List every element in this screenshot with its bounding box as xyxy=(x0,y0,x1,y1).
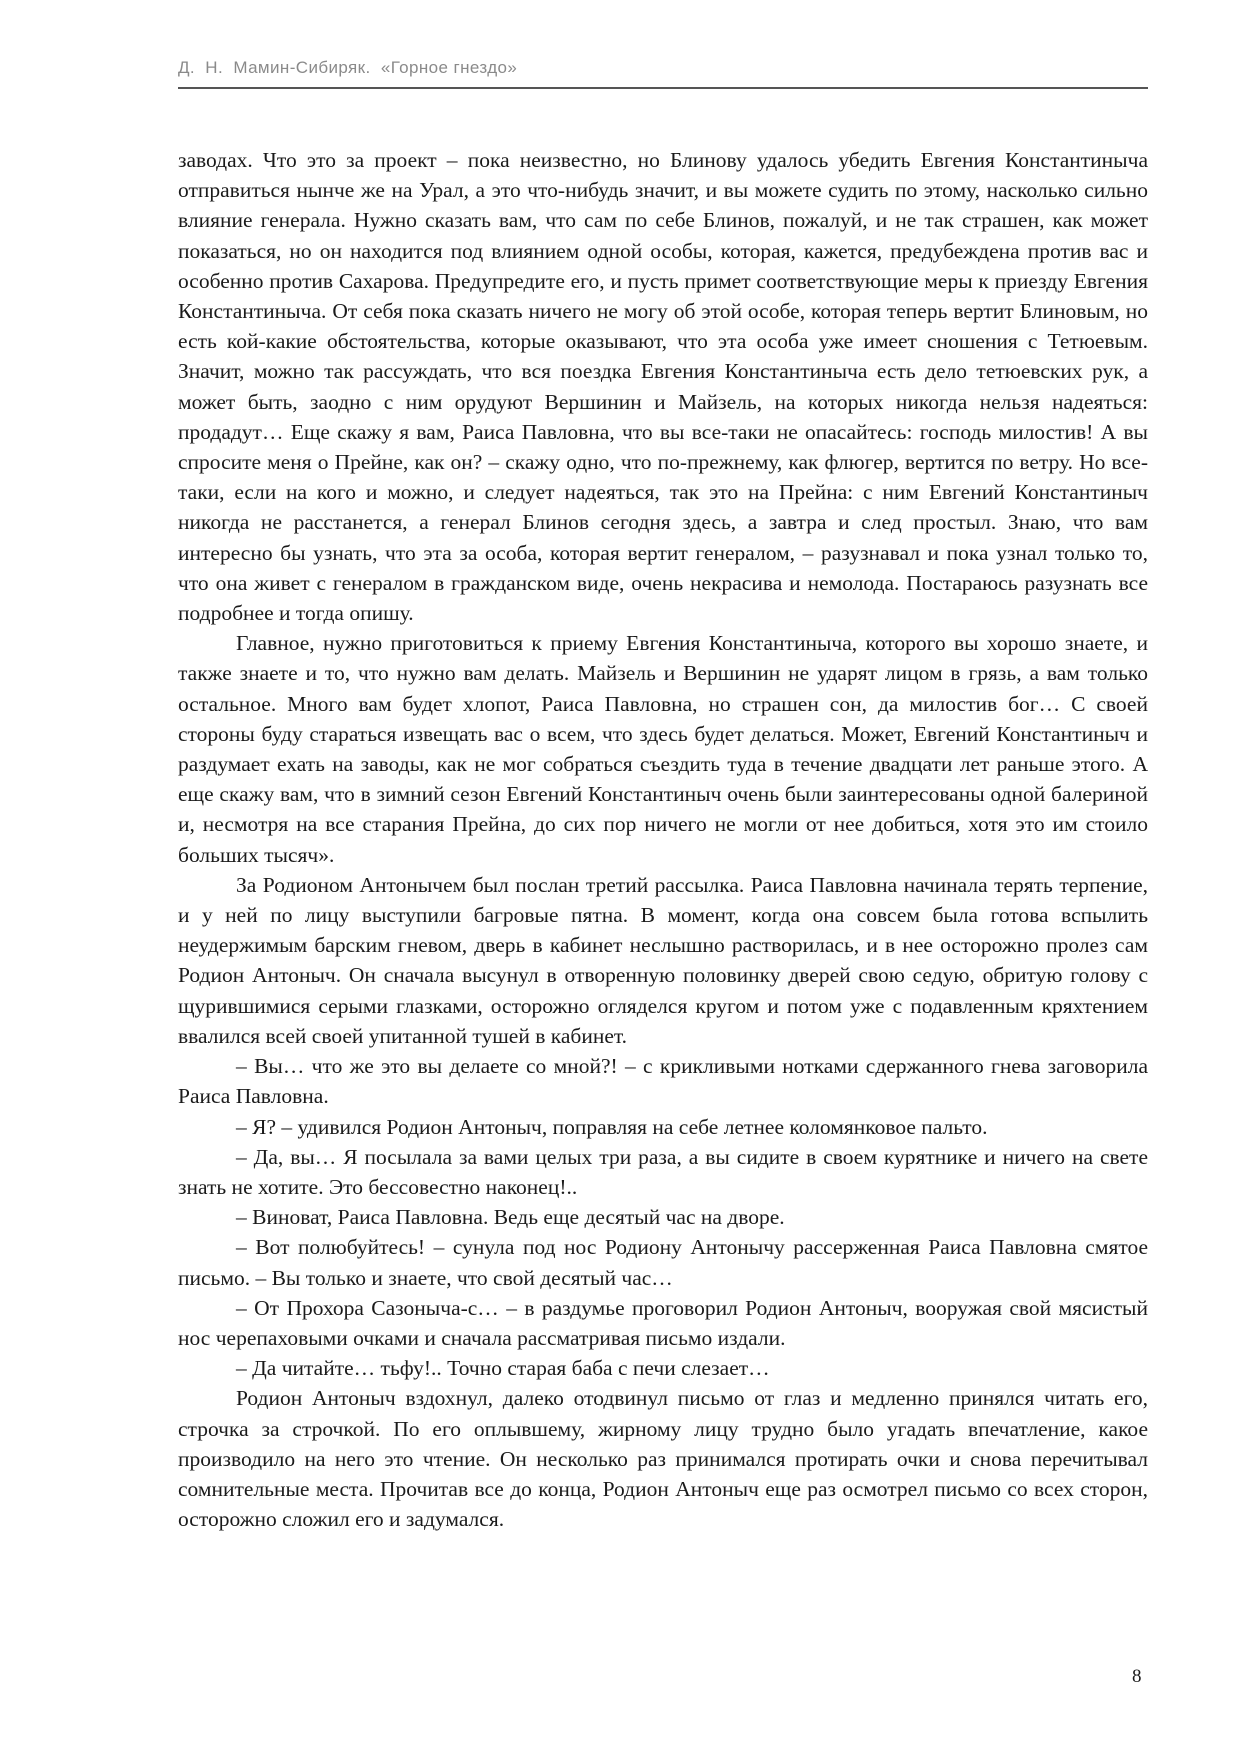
dialogue-line: – Да, вы… Я посылала за вами целых три раза, а вы сидите в своем курятнике и ничего на свете знать не хотите. Это бессовестно наконец!.. xyxy=(178,1144,1148,1199)
dialogue-line: – Вот полюбуйтесь! – сунула под нос Родиону Антонычу рассерженная Раиса Павловна смятое письмо. – Вы только и знаете, что свой десятый час… xyxy=(178,1235,1148,1290)
running-header-title: Д. Н. Мамин-Сибиряк. «Горное гнездо» xyxy=(178,58,518,77)
dialogue-line: – Виноват, Раиса Павловна. Ведь еще десятый час на дворе. xyxy=(236,1205,785,1230)
body-text xyxy=(178,145,1148,1534)
page-number: 8 xyxy=(1132,1666,1142,1687)
dialogue-line: – Я? – удивился Родион Антоныч, поправляя на себе летнее коломянковое пальто. xyxy=(236,1114,988,1139)
dialogue-line: – От Прохора Сазоныча-с… – в раздумье проговорил Родион Антоныч, вооружая свой мясистый нос черепаховыми очками и сначала рассматривая письмо издали. xyxy=(178,1295,1148,1350)
paragraph: заводах. Что это за проект – пока неизвестно, но Блинову удалось убедить Евгения Константиныча отправиться нынче же на Урал, а это что-нибудь значит, и вы можете судить по этому, насколько сильно влияние генерала. Нужно сказать вам, что сам по себе Блинов, пожалуй, и не так страшен, как может показаться, но он находится под влиянием одной особы, которая, кажется, предубеждена против вас и особенно против Сахарова. Предупредите его, и пусть примет соответствующие меры к приезду Евгения Константиныча. От себя пока сказать ничего не могу об этой особе, которая теперь вертит Блиновым, но есть кой-какие обстоятельства, которые оказывают, что эта особа уже имеет сношения с Тетюевым. Значит, можно так рассуждать, что вся поездка Евгения Константиныча есть дело тетюевских рук, а может быть, заодно с ним орудуют Вершинин и Майзель, на которых никогда нельзя надеяться: продадут… Еще скажу я вам, Раиса Павловна, что вы все-таки не опасайтесь: господь милостив! А вы спросите меня о Прейне, как он? – скажу одно, что по-прежнему, как флюгер, вертится по ветру. Но все-таки, если на кого и можно, и следует надеяться, так это на Прейна: с ним Евгений Константиныч никогда не расстанется, а генерал Блинов сегодня здесь, а завтра и след простыл. Знаю, что вам интересно бы узнать, что эта за особа, которая вертит генералом, – разузнавал и пока узнал только то, что она живет с генералом в гражданском виде, очень некрасива и немолода. Постараюсь разузнать все подробнее и тогда опишу. xyxy=(178,148,1148,626)
header-divider xyxy=(178,87,1148,89)
paragraph: Родион Антоныч вздохнул, далеко отодвинул письмо от глаз и медленно принялся читать его, строчка за строчкой. По его оплывшему, жирному лицу трудно было угадать впечатление, какое производило на него это чтение. Он несколько раз принимался протирать очки и снова перечитывал сомнительные места. Прочитав все до конца, Родион Антоныч еще раз осмотрел письмо со всех сторон, осторожно сложил его и задумался. xyxy=(178,1386,1148,1532)
dialogue-line: – Да читайте… тьфу!.. Точно старая баба с печи слезает… xyxy=(236,1356,770,1381)
paragraph: Главное, нужно приготовиться к приему Евгения Константиныча, которого вы хорошо знаете, и также знаете и то, что нужно вам делать. Майзель и Вершинин не ударят лицом в грязь, а вам только остальное. Много вам будет хлопот, Раиса Павловна, но страшен сон, да милостив бог… С своей стороны буду стараться извещать вас о всем, что здесь будет делаться. Может, Евгений Константиныч и раздумает ехать на заводы, как не мог собраться съездить туда в течение двадцати лет раньше этого. А еще скажу вам, что в зимний сезон Евгений Константиныч очень были заинтересованы одной балериной и, несмотря на все старания Прейна, до сих пор ничего не могли от нее добиться, хотя это им стоило больших тысяч». xyxy=(178,631,1148,867)
paragraph: За Родионом Антонычем был послан третий рассылка. Раиса Павловна начинала терять терпение, и у ней по лицу выступили багровые пятна. В момент, когда она совсем была готова вспылить неудержимым барским гневом, дверь в кабинет неслышно растворилась, и в нее осторожно пролез сам Родион Антоныч. Он сначала высунул в отворенную половинку дверей свою седую, обритую голову с щурившимися серыми глазками, осторожно огляделся кругом и потом уже с подавленным кряхтением ввалился всей своей упитанной тушей в кабинет. xyxy=(178,872,1148,1048)
dialogue-line: – Вы… что же это вы делаете со мной?! – с крикливыми нотками сдержанного гнева заговорила Раиса Павловна. xyxy=(178,1054,1148,1109)
